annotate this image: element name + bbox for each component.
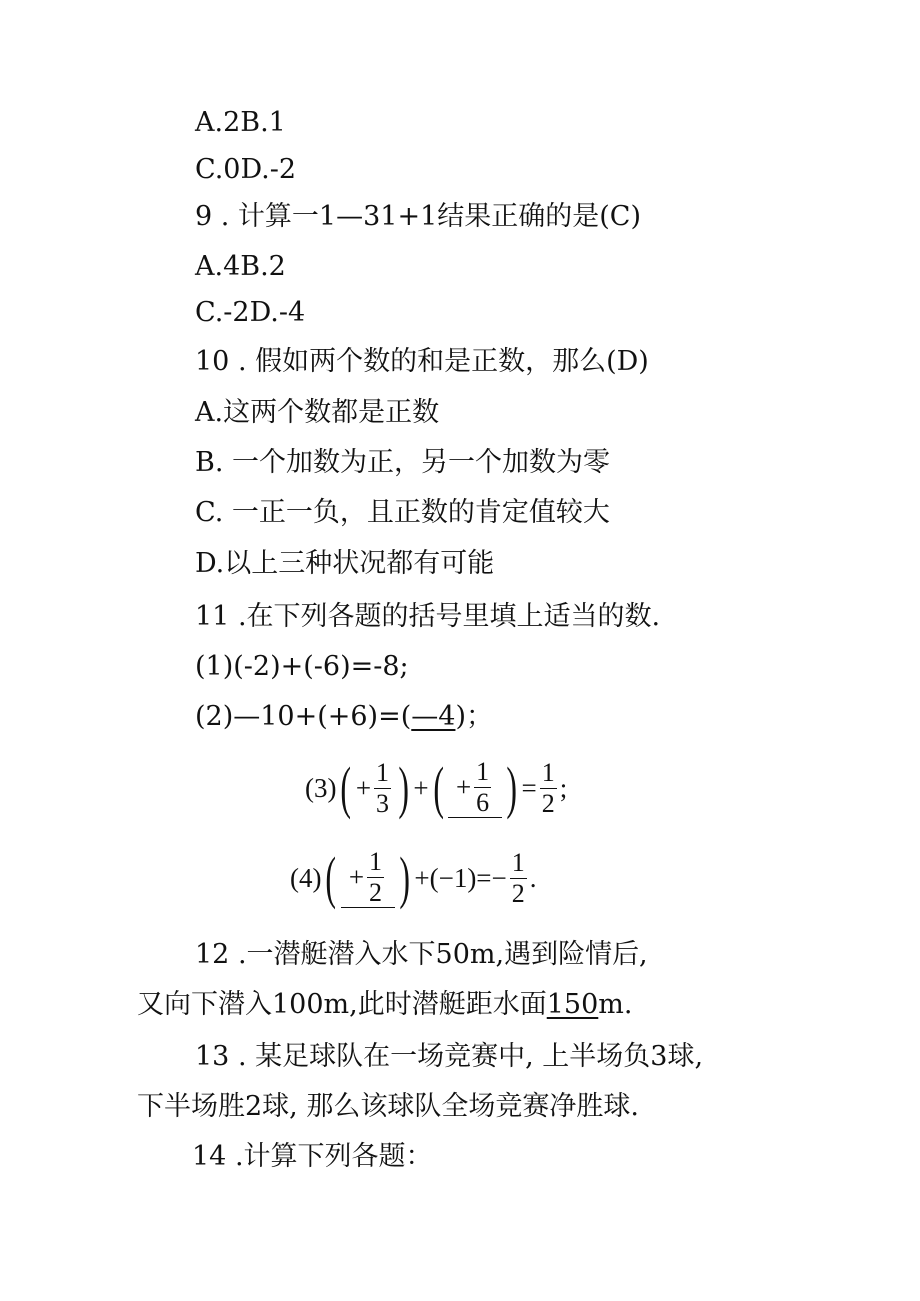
eq4-middle: +(−1)=− [414,862,507,893]
eq3-end: ; [559,772,568,803]
q13-line-2: 下半场胜2球, 那么该球队全场竞赛净胜球. [137,1091,639,1122]
q9-options-ab: A.4B.2 [195,251,286,282]
q11-part-1: (1)(-2)+(-6)=-8; [195,651,409,682]
q12-answer: 150 [546,989,599,1020]
q10-option-c: C. 一正一负，且正数的肯定值较大 [195,497,610,528]
q11-part-2 [195,700,493,734]
eq4-label: (4) [290,862,322,893]
eq3-term1-denominator: 3 [376,788,390,818]
q10-option-d: D.以上三种状况都有可能 [195,548,495,579]
eq3-term1-fraction [374,757,391,818]
q10-stem: 10 . 假如两个数的和是正数，那么(D) [195,346,649,377]
eq3-plus: + [413,772,429,803]
q8-options-ab: A.2B.1 [195,107,286,138]
q11-part-2-prefix: (2)—10+(+6)=( [195,701,412,732]
q12-line-2-suffix: m. [598,989,633,1020]
eq3-open-paren-2: ( [432,755,444,820]
q13-line-1: 13 . 某足球队在一场竞赛中, 上半场负3球, [195,1041,704,1072]
q8-options-cd: C.0D.-2 [195,154,297,185]
eq4-answer-fraction [367,849,384,906]
eq3-close-paren-2: ) [506,755,518,820]
q11-part-2-answer: —4 [411,701,456,732]
eq4-open-paren: ( [325,845,337,910]
eq3-open-paren-1: ( [340,755,352,820]
eq4-end: . [529,862,537,893]
q9-stem: 9 . 计算一1—31+1结果正确的是(C) [195,201,641,232]
q14-stem: 14 .计算下列各题： [192,1141,433,1172]
eq3-answer-blank [448,759,502,818]
eq3-answer-numerator: 1 [476,757,490,786]
q11-part-4-equation [290,842,537,914]
eq3-answer-sign: + [455,772,472,802]
q10-option-b: B. 一个加数为正，另一个加数为零 [195,447,611,478]
eq4-rhs-denominator: 2 [511,878,525,908]
eq4-answer-denominator: 2 [369,878,383,907]
q10-option-a: A.这两个数都是正数 [195,397,440,428]
eq3-term1-numerator: 1 [376,757,390,787]
q11-part-2-suffix: )； [455,701,493,732]
eq3-equals: = [521,772,537,803]
q12-line-1: 12 .一潜艇潜入水下50m,遇到险情后, [195,939,648,970]
q12-line-2 [137,988,632,1022]
q9-options-cd: C.-2D.-4 [195,297,306,328]
eq3-label: (3) [305,772,337,803]
eq4-rhs-numerator: 1 [511,847,525,877]
eq3-rhs-numerator: 1 [541,757,555,787]
q11-part-3-equation [305,752,567,824]
eq3-rhs-denominator: 2 [541,788,555,818]
eq3-term1-sign: + [355,772,372,803]
eq3-answer-denominator: 6 [476,788,490,817]
eq4-rhs-fraction [510,847,527,908]
eq4-close-paren: ) [399,845,411,910]
q11-stem: 11 .在下列各题的括号里填上适当的数. [195,601,661,632]
eq4-answer-blank [341,849,395,908]
q12-line-2-prefix: 又向下潜入100m,此时潜艇距水面 [137,989,547,1020]
eq3-answer-fraction [474,759,491,816]
eq4-answer-sign: + [348,862,365,892]
eq3-rhs-fraction [540,757,557,818]
eq3-close-paren-1: ) [398,755,410,820]
eq4-answer-numerator: 1 [369,847,383,876]
